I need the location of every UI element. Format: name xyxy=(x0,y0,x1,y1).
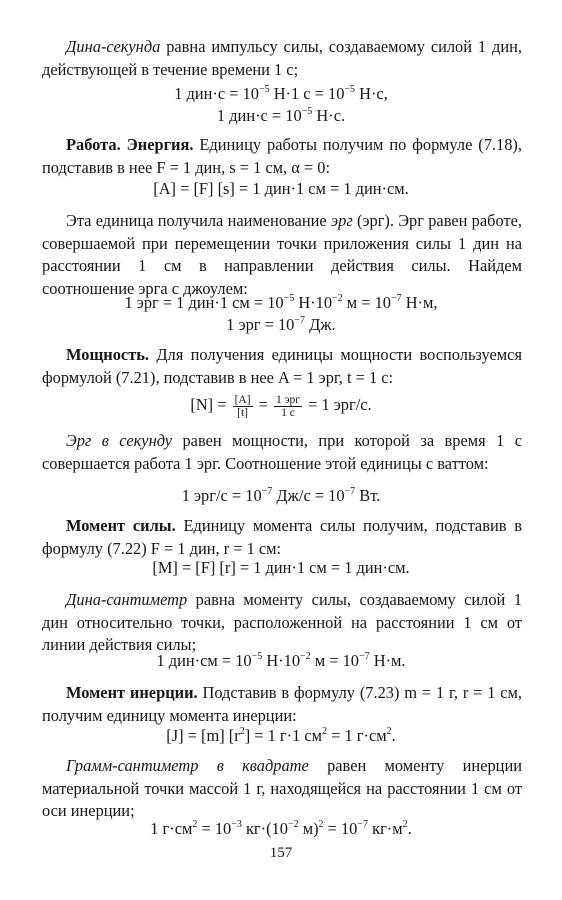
paragraph-text: Единицу работы получим по формуле (7.18), подставив в нее F = 1 дин, s = 1 см, α = 0: xyxy=(42,135,522,177)
term-erg: эрг xyxy=(330,211,353,230)
exponent: 2 xyxy=(192,819,198,830)
exponent: 2 xyxy=(239,726,245,737)
exponent: −7 xyxy=(261,486,273,497)
equation-erg-watt xyxy=(0,485,562,507)
eq-part: = 10 xyxy=(197,819,232,838)
term-gram-cm-squared: Грамм-сантиметр в квадрате xyxy=(66,756,309,775)
paragraph-text: Подставив в формулу (7.23) m = 1 г, r = 1 см, получим единицу момента инерции: xyxy=(42,683,522,725)
eq-part: . xyxy=(391,726,396,745)
heading-work-energy: Работа. Энергия. xyxy=(66,135,194,154)
eq-part: = 1 г·см xyxy=(327,726,387,745)
paragraph-text: равна импульсу силы, создаваемому силой 1 дин, действующей в течение времени 1 с; xyxy=(42,37,522,79)
eq-part: кг·(10 xyxy=(241,819,288,838)
paragraph-erg xyxy=(42,210,522,300)
eq-part: Н·м. xyxy=(369,651,406,670)
eq-part: 1 дин·с = 10 xyxy=(216,106,302,125)
paragraph-moment-force xyxy=(42,515,522,560)
exponent: 2 xyxy=(386,726,392,737)
eq-part: м = 10 xyxy=(310,651,359,670)
denominator: 1 с xyxy=(281,406,295,419)
term-dyne-centimeter: Дина-сантиметр xyxy=(66,590,188,609)
eq-part: Н·с, xyxy=(355,84,388,103)
exponent: −5 xyxy=(283,293,295,304)
eq-part: м = 10 xyxy=(342,293,391,312)
paragraph-dyne-second xyxy=(42,36,522,81)
equation-erg-joule-2 xyxy=(0,314,562,336)
exponent: −7 xyxy=(357,819,369,830)
paragraph-text: Эта единица получила наименование xyxy=(66,211,331,230)
exponent: 2 xyxy=(318,819,324,830)
paragraph-work-energy xyxy=(42,134,522,179)
exponent: 2 xyxy=(322,726,328,737)
paragraph-moment-inertia xyxy=(42,682,522,727)
paragraph-text: равна моменту силы, создаваемому силой 1 дин относительно точки, расположенной на расстоянии 1 см от линии действия силы; xyxy=(42,590,522,654)
exponent: −2 xyxy=(332,293,343,304)
term-dyne-second: Дина-секунда xyxy=(66,37,161,56)
exponent: −5 xyxy=(251,651,263,662)
equation-inertia-unit xyxy=(0,725,562,747)
paragraph-erg-per-second xyxy=(42,430,522,475)
equation-work-unit xyxy=(0,178,562,200)
eq-part: Н·м, xyxy=(401,293,438,312)
eq-part: ] = 1 г·1 см xyxy=(244,726,323,745)
exponent: −7 xyxy=(294,315,305,326)
paragraph-dyne-centimeter xyxy=(42,589,522,657)
eq-part: 1 эрг = 1 дин·1 см = 10 xyxy=(124,293,284,312)
eq-part: кг·м xyxy=(368,819,403,838)
eq-part: [M] = [F] [r] = 1 дин·1 см = 1 дин·см. xyxy=(152,558,410,577)
equation-dyne-second-1 xyxy=(0,83,562,105)
heading-moment-inertia: Момент инерции. xyxy=(66,683,198,702)
eq-part: = 1 эрг/с. xyxy=(304,395,372,414)
equation-dyne-second-2 xyxy=(0,105,562,127)
exponent: −7 xyxy=(344,486,356,497)
denominator: [t] xyxy=(237,406,248,419)
exponent: 2 xyxy=(402,819,408,830)
numerator: [A] xyxy=(234,393,251,406)
eq-part: [N] = xyxy=(190,395,231,414)
paragraph-power xyxy=(42,344,522,389)
paragraph-gram-cm-squared xyxy=(42,755,522,823)
numerator: 1 эрг xyxy=(275,393,301,406)
exponent: −5 xyxy=(258,84,270,95)
exponent: −2 xyxy=(300,651,311,662)
page-number: 157 xyxy=(269,845,293,861)
heading-power: Мощность. xyxy=(66,345,150,364)
paragraph-text: равен моменту инерции материальной точки массой 1 г, находящейся на расстоянии 1 см от оси инерции; xyxy=(42,756,522,820)
fraction-erg-over-s xyxy=(274,394,302,419)
paragraph-text: Для получения единицы мощности воспользуемся формулой (7.21), подставив в нее A = 1 эрг, t = 1 с: xyxy=(42,345,522,387)
paragraph-text: (эрг). Эрг равен работе, совершаемой при перемещении точки приложения силы 1 дин на расстоянии 1 см в направлении действия силы. Найдем соотношение эрга с джоулем: xyxy=(42,211,522,298)
equation-erg-joule-1 xyxy=(0,292,562,314)
equation-moment-unit xyxy=(0,557,562,579)
exponent: −7 xyxy=(390,293,402,304)
eq-part: Дж/с = 10 xyxy=(272,486,345,505)
term-erg-per-second: Эрг в секунду xyxy=(66,431,173,450)
eq-part: м) xyxy=(298,819,319,838)
exponent: −5 xyxy=(301,106,313,117)
exponent: −3 xyxy=(231,819,242,830)
fraction-a-over-t xyxy=(233,394,253,419)
exponent: −2 xyxy=(287,819,299,830)
eq-part: Н·1 с = 10 xyxy=(269,84,345,103)
eq-part: 1 эрг = 10 xyxy=(226,315,295,334)
eq-part: 1 дин·с = 10 xyxy=(174,84,259,103)
eq-part: Н·10 xyxy=(262,651,301,670)
heading-moment-force: Момент силы. xyxy=(66,516,176,535)
eq-part: 1 г·см xyxy=(150,819,193,838)
eq-part: 1 дин·см = 10 xyxy=(156,651,252,670)
exponent: −7 xyxy=(359,651,370,662)
paragraph-text: равен мощности, при которой за время 1 с совершается работа 1 эрг. Соотношение этой единицы с ваттом: xyxy=(42,431,523,473)
eq-part: [A] = [F] [s] = 1 дин·1 см = 1 дин·см. xyxy=(153,179,409,198)
equation-dyne-cm-nm xyxy=(0,650,562,672)
eq-part: 1 эрг/с = 10 xyxy=(181,486,262,505)
eq-part: = 10 xyxy=(323,819,358,838)
eq-part: Н·10 xyxy=(294,293,333,312)
equation-gcm2-kgm2 xyxy=(0,818,562,840)
eq-part: = xyxy=(254,395,272,414)
eq-part: Вт. xyxy=(355,486,381,505)
eq-part: Дж. xyxy=(305,315,336,334)
eq-part: . xyxy=(407,819,412,838)
eq-part: Н·с. xyxy=(312,106,346,125)
exponent: −5 xyxy=(344,84,356,95)
eq-part: [J] = [m] [r xyxy=(166,726,240,745)
paragraph-text: Единицу момента силы получим, подставив в формулу (7.22) F = 1 дин, r = 1 см: xyxy=(42,516,522,558)
equation-power-unit xyxy=(0,390,562,420)
